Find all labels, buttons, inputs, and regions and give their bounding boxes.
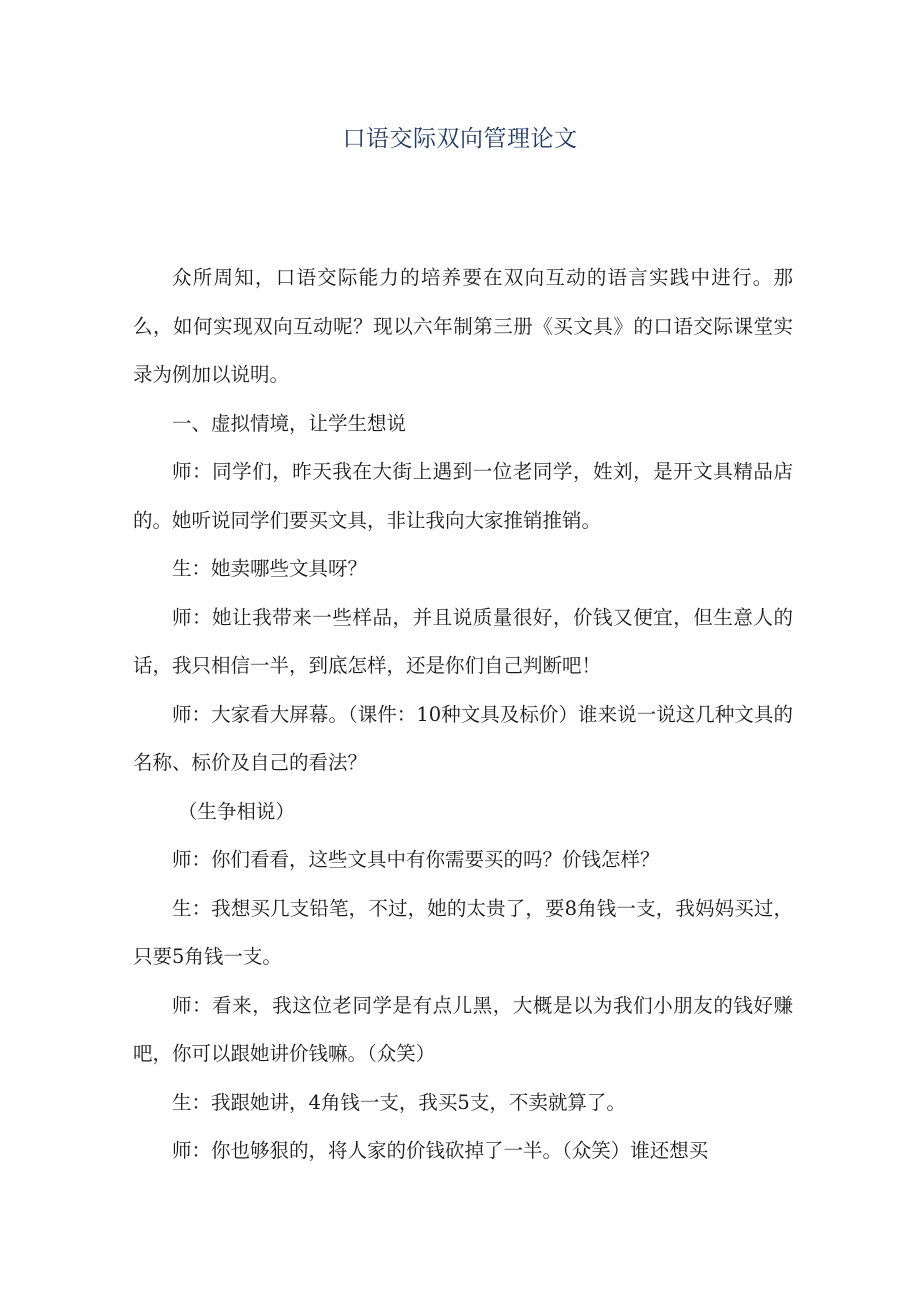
paragraph: 师：她让我带来一些样品，并且说质量很好，价钱又便宜，但生意人的话，我只相信一半，到底怎样，还是你们自己判断吧！	[133, 605, 793, 677]
paragraph: 师：同学们，昨天我在大街上遇到一位老同学，姓刘，是开文具精品店的。她听说同学们要买文具，非让我向大家推销推销。	[133, 460, 793, 532]
paragraph: 师：看来，我这位老同学是有点儿黑，大概是以为我们小朋友的钱好赚吧，你可以跟她讲价钱嘛。（众笑）	[133, 993, 793, 1065]
paragraph: 师：大家看大屏幕。（课件：10种文具及标价）谁来说一说这几种文具的名称、标价及自己的看法？	[133, 702, 793, 774]
document-title: 口语交际双向管理论文	[342, 126, 578, 152]
paragraph-intro: 众所周知，口语交际能力的培养要在双向互动的语言实践中进行。那么，如何实现双向互动呢？现以六年制第三册《买文具》的口语交际课堂实录为例加以说明。	[133, 266, 793, 386]
paragraph: 生：她卖哪些文具呀？	[172, 557, 368, 580]
paragraph: 师：你也够狠的，将人家的价钱砍掉了一半。（众笑）谁还想买	[172, 1139, 709, 1162]
paragraph: 生：我想买几支铅笔，不过，她的太贵了，要8角钱一支，我妈妈买过，只要5角钱一支。	[133, 896, 793, 968]
section-heading: 一、虚拟情境，让学生想说	[172, 411, 407, 435]
paragraph: 师：你们看看，这些文具中有你需要买的吗？价钱怎样？	[172, 848, 660, 871]
document-body	[133, 254, 793, 1176]
paragraph-note: （生争相说）	[177, 799, 295, 823]
paragraph: 生：我跟她讲，4角钱一支，我买5支，不卖就算了。	[172, 1090, 626, 1114]
